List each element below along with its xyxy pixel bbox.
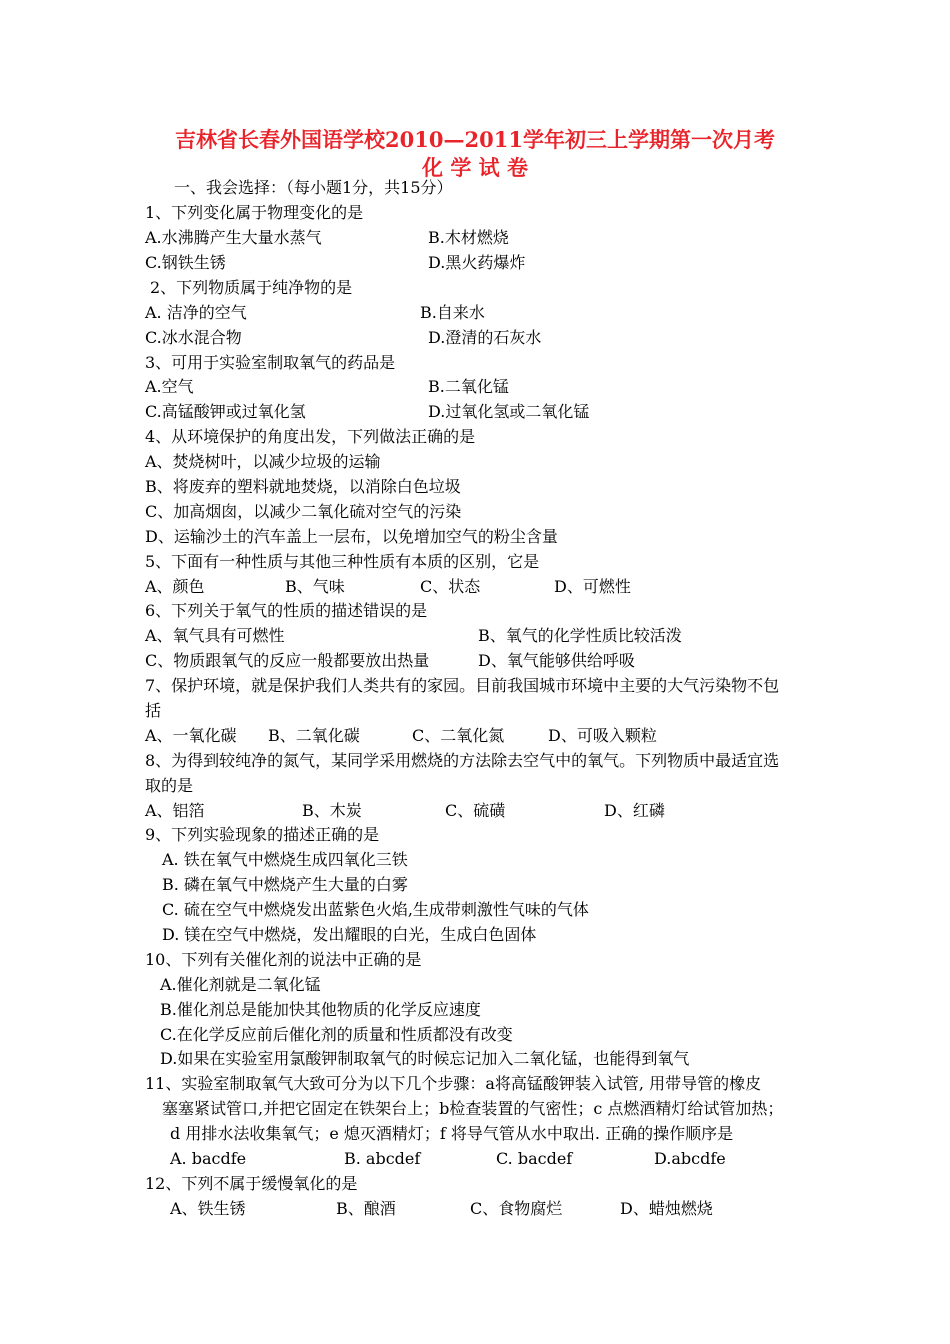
question-9-option-c: C. 硫在空气中燃烧发出蓝紫色火焰,生成带刺激性气味的气体	[162, 900, 589, 919]
question-7-stem-cont: 括	[145, 701, 162, 720]
question-4-option-d: D、运输沙土的汽车盖上一层布，以免增加空气的粉尘含量	[145, 527, 558, 546]
question-12-option-b: B、酿酒	[336, 1199, 396, 1218]
question-10-option-d: D.如果在实验室用氯酸钾制取氧气的时候忘记加入二氧化锰，也能得到氧气	[160, 1049, 690, 1068]
question-9-option-b: B. 磷在氧气中燃烧产生大量的白雾	[162, 875, 408, 894]
question-10-option-a: A.催化剂就是二氧化锰	[160, 975, 321, 994]
question-6-option-d: D、氧气能够供给呼吸	[478, 651, 635, 670]
question-2-option-c: C.冰水混合物	[145, 328, 242, 347]
question-7-option-a: A、一氧化碳	[145, 726, 237, 745]
question-8-stem-cont: 取的是	[145, 776, 194, 795]
question-11-stem-cont-2: d 用排水法收集氧气；e 熄灭酒精灯；f 将导气管从水中取出. 正确的操作顺序是	[170, 1124, 734, 1143]
question-11-stem-cont-1: 塞塞紧试管口,并把它固定在铁架台上；b检查装置的气密性；c 点燃酒精灯给试管加热；	[162, 1099, 784, 1118]
question-4-option-c: C、加高烟囱，以减少二氧化硫对空气的污染	[145, 502, 462, 521]
question-12-stem: 12、下列不属于缓慢氧化的是	[145, 1174, 358, 1193]
question-11-stem: 11、实验室制取氧气大致可分为以下几个步骤：a将高锰酸钾装入试管, 用带导管的橡皮	[145, 1074, 762, 1093]
question-12-option-a: A、铁生锈	[170, 1199, 246, 1218]
question-9-option-a: A. 铁在氧气中燃烧生成四氧化三铁	[162, 850, 408, 869]
question-4-stem: 4、从环境保护的角度出发，下列做法正确的是	[145, 427, 476, 446]
question-3-option-b: B.二氧化锰	[428, 377, 509, 396]
question-4-option-a: A、焚烧树叶，以减少垃圾的运输	[145, 452, 381, 471]
question-8-option-d: D、红磷	[604, 801, 665, 820]
question-2-option-b: B.自来水	[420, 303, 485, 322]
question-1-option-b: B.木材燃烧	[428, 228, 509, 247]
question-3-option-a: A.空气	[145, 377, 194, 396]
question-10-option-b: B.催化剂总是能加快其他物质的化学反应速度	[160, 1000, 481, 1019]
question-11-option-b: B. abcdef	[344, 1149, 421, 1168]
question-5-option-a: A、颜色	[145, 577, 205, 596]
question-1-stem: 1、下列变化属于物理变化的是	[145, 203, 364, 222]
question-2-stem: 2、下列物质属于纯净物的是	[150, 278, 353, 297]
question-6-stem: 6、下列关于氧气的性质的描述错误的是	[145, 601, 428, 620]
question-5-option-b: B、气味	[285, 577, 345, 596]
question-8-option-b: B、木炭	[302, 801, 362, 820]
question-3-option-c: C.高锰酸钾或过氧化氢	[145, 402, 306, 421]
question-2-option-d: D.澄清的石灰水	[428, 328, 542, 347]
question-1-option-d: D.黑火药爆炸	[428, 253, 526, 272]
question-11-option-d: D.abcdfe	[654, 1149, 726, 1168]
question-10-stem: 10、下列有关催化剂的说法中正确的是	[145, 950, 422, 969]
question-2-option-a: A. 洁净的空气	[145, 303, 247, 322]
question-6-option-b: B、氧气的化学性质比较活泼	[478, 626, 682, 645]
document-subtitle: 化 学 试 卷	[422, 155, 528, 180]
question-7-option-c: C、二氧化氮	[412, 726, 505, 745]
question-1-option-a: A.水沸腾产生大量水蒸气	[145, 228, 322, 247]
question-10-option-c: C.在化学反应前后催化剂的质量和性质都没有改变	[160, 1025, 513, 1044]
section-heading: 一、我会选择：（每小题1分，共15分）	[174, 178, 453, 197]
question-3-stem: 3、可用于实验室制取氧气的药品是	[145, 353, 396, 372]
document-title: 吉林省长春外国语学校2010—2011学年初三上学期第一次月考	[175, 127, 775, 152]
question-5-stem: 5、下面有一种性质与其他三种性质有本质的区别，它是	[145, 552, 540, 571]
question-4-option-b: B、将废弃的塑料就地焚烧，以消除白色垃圾	[145, 477, 461, 496]
question-7-stem: 7、保护环境，就是保护我们人类共有的家园。目前我国城市环境中主要的大气污染物不包	[145, 676, 780, 695]
question-7-option-d: D、可吸入颗粒	[548, 726, 657, 745]
question-9-stem: 9、下列实验现象的描述正确的是	[145, 825, 380, 844]
question-12-option-c: C、食物腐烂	[470, 1199, 563, 1218]
question-11-option-c: C. bacdef	[496, 1149, 573, 1168]
question-3-option-d: D.过氧化氢或二氧化锰	[428, 402, 590, 421]
question-6-option-a: A、氧气具有可燃性	[145, 626, 285, 645]
question-5-option-c: C、状态	[420, 577, 481, 596]
question-9-option-d: D. 镁在空气中燃烧，发出耀眼的白光，生成白色固体	[162, 925, 537, 944]
question-12-option-d: D、蜡烛燃烧	[620, 1199, 713, 1218]
question-11-option-a: A. bacdfe	[170, 1149, 247, 1168]
question-8-option-a: A、铝箔	[145, 801, 205, 820]
question-7-option-b: B、二氧化碳	[268, 726, 360, 745]
question-1-option-c: C.钢铁生锈	[145, 253, 226, 272]
question-8-option-c: C、硫磺	[445, 801, 506, 820]
question-5-option-d: D、可燃性	[554, 577, 631, 596]
question-6-option-c: C、物质跟氧气的反应一般都要放出热量	[145, 651, 430, 670]
question-8-stem: 8、为得到较纯净的氮气，某同学采用燃烧的方法除去空气中的氧气。下列物质中最适宜选	[145, 751, 780, 770]
